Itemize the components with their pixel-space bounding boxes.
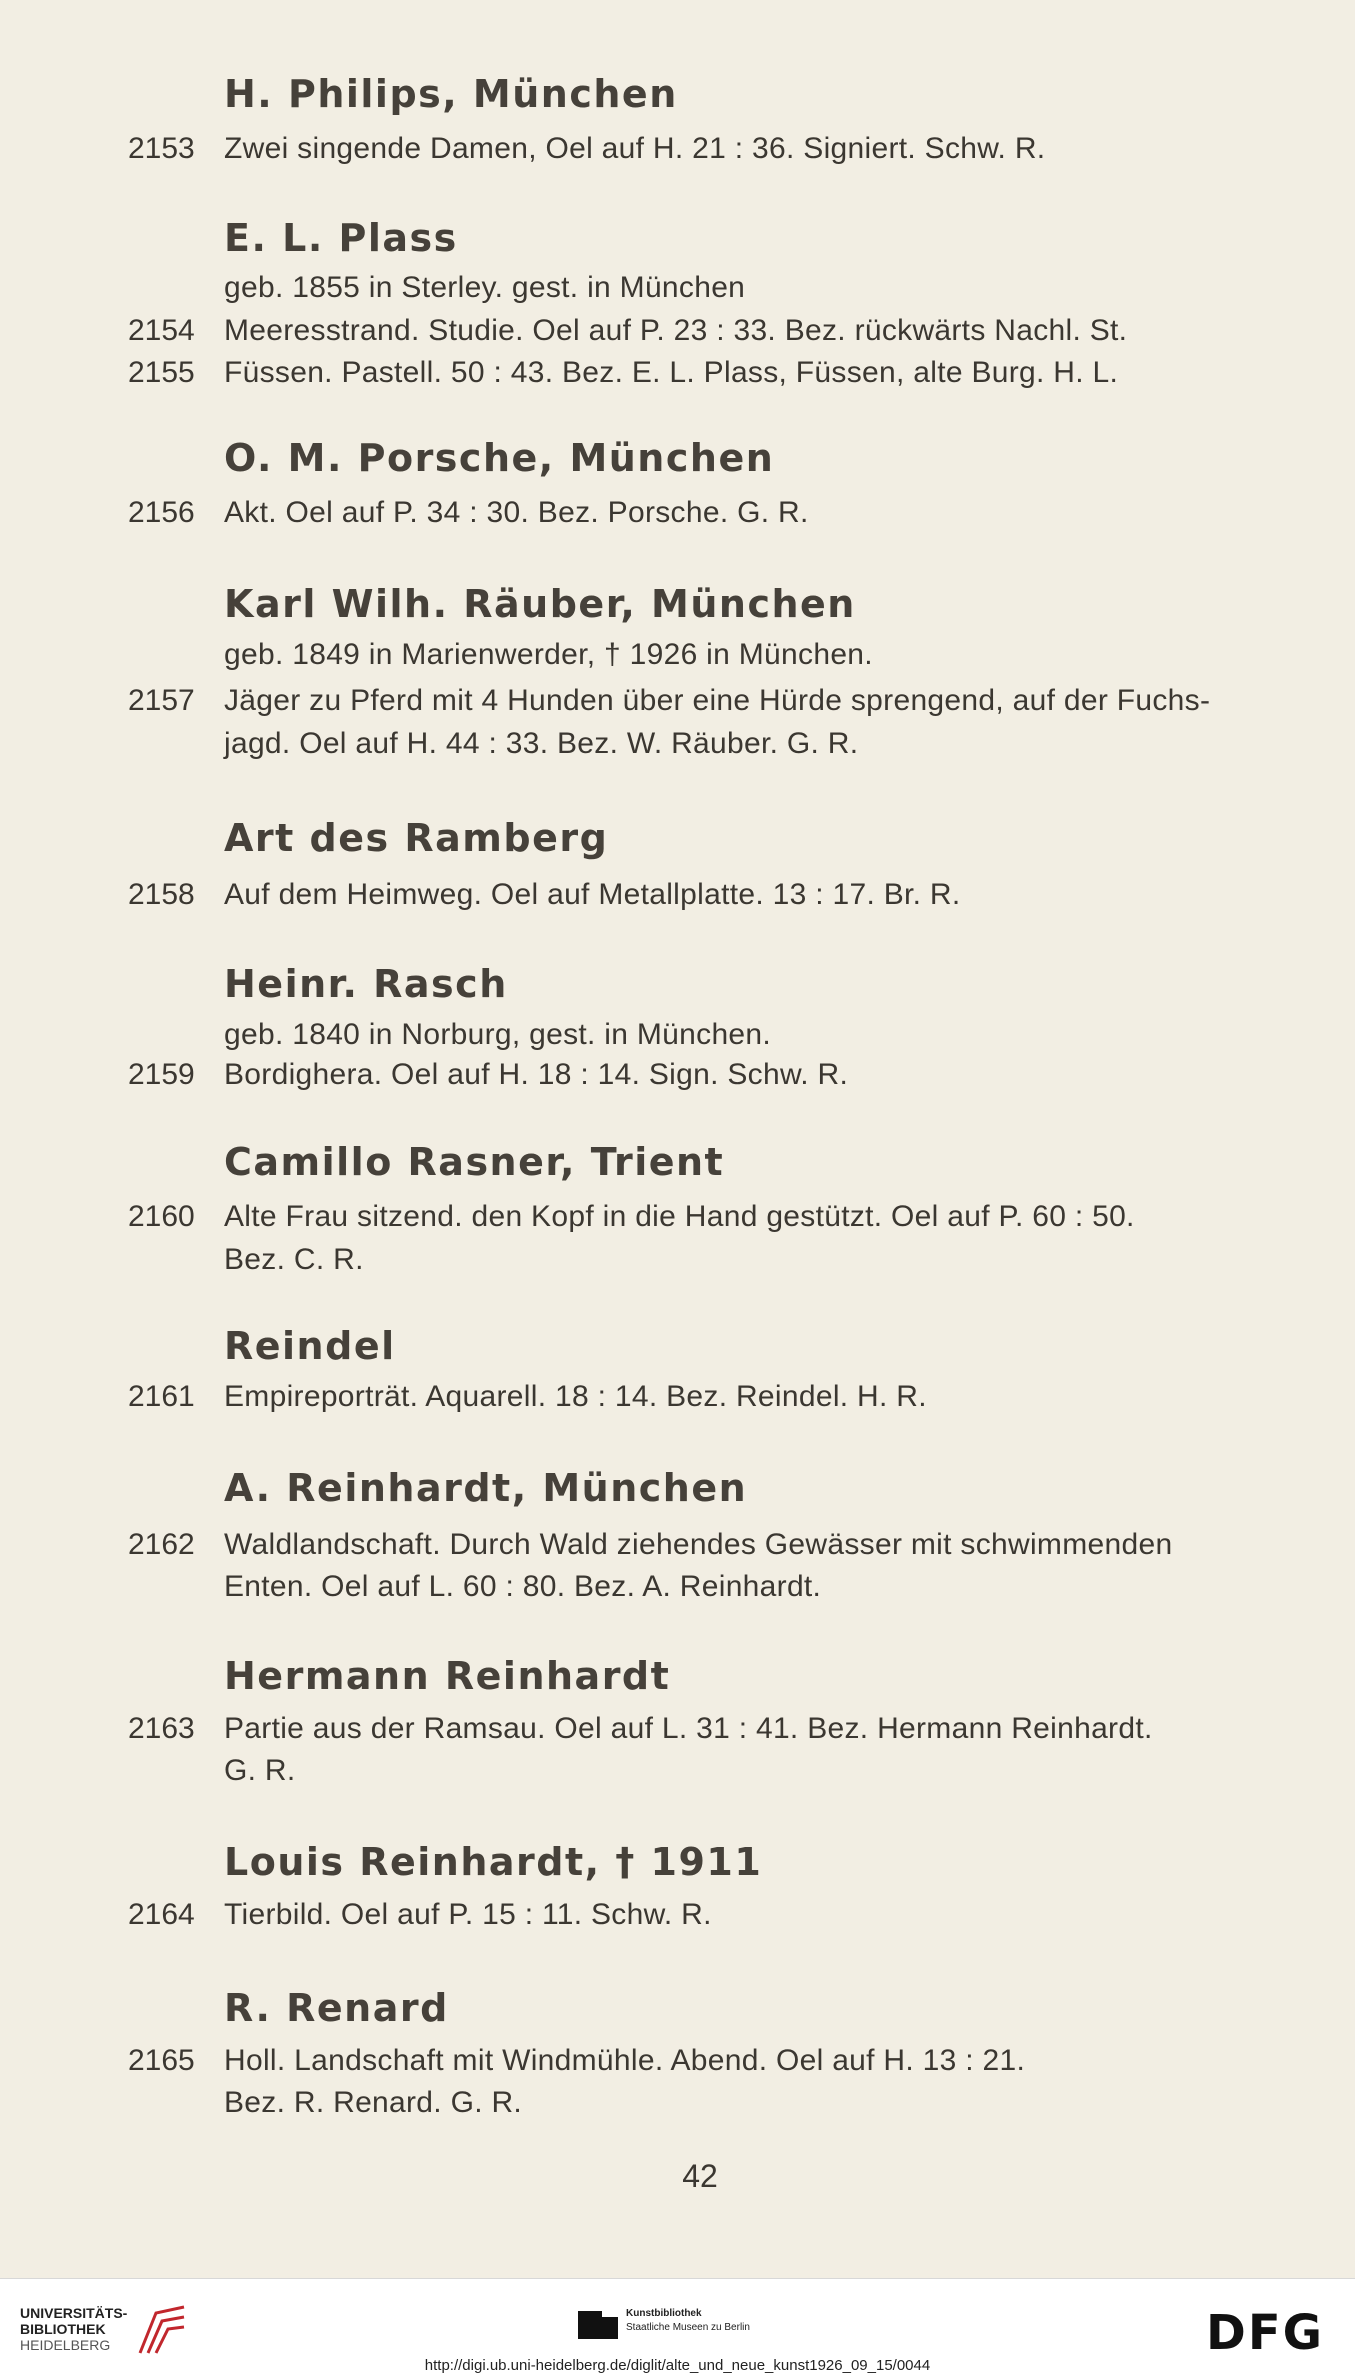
artist-heading: Louis Reinhardt, † 1911 [224, 1840, 763, 1884]
kb-line1: Kunstbibliothek [626, 2308, 702, 2319]
artist-heading: Karl Wilh. Räuber, München [224, 582, 856, 626]
artist-heading: Camillo Rasner, Trient [224, 1140, 725, 1184]
dfg-logo[interactable]: DFG [1206, 2305, 1325, 2361]
artist-heading: E. L. Plass [224, 216, 458, 260]
artist-bio: geb. 1849 in Marienwerder, † 1926 in München. [224, 638, 873, 671]
kb-line2: Staatliche Museen zu Berlin [626, 2322, 750, 2333]
lot-number: 2156 [128, 496, 195, 529]
lot-description-continued: Bez. R. Renard. G. R. [224, 2086, 523, 2119]
digitization-footer [0, 2278, 1355, 2377]
lot-number: 2162 [128, 1528, 195, 1561]
lot-number: 2164 [128, 1898, 195, 1931]
page-number: 42 [682, 2158, 718, 2194]
university-library-logo-text[interactable] [20, 2305, 127, 2353]
lot-description: Partie aus der Ramsau. Oel auf L. 31 : 41. Bez. Hermann Reinhardt. [224, 1712, 1153, 1745]
lot-description: Tierbild. Oel auf P. 15 : 11. Schw. R. [224, 1898, 712, 1931]
artist-bio: geb. 1840 in Norburg, gest. in München. [224, 1018, 772, 1051]
university-logo-icon[interactable] [134, 2303, 190, 2359]
artist-heading: O. M. Porsche, München [224, 436, 775, 480]
artist-heading: Art des Ramberg [224, 816, 609, 860]
lot-description: Zwei singende Damen, Oel auf H. 21 : 36. Signiert. Schw. R. [224, 132, 1046, 165]
lot-description-continued: Bez. C. R. [224, 1243, 364, 1276]
lot-description-continued: G. R. [224, 1754, 296, 1787]
artist-heading: H. Philips, München [224, 72, 678, 116]
lot-number: 2163 [128, 1712, 195, 1745]
artist-heading: R. Renard [224, 1986, 449, 2030]
lot-number: 2154 [128, 314, 195, 347]
lot-description: Holl. Landschaft mit Windmühle. Abend. Oel auf H. 13 : 21. [224, 2044, 1026, 2077]
artist-heading: Heinr. Rasch [224, 962, 508, 1006]
lot-description: Meeresstrand. Studie. Oel auf P. 23 : 33. Bez. rückwärts Nachl. St. [224, 314, 1128, 347]
lot-number: 2161 [128, 1380, 195, 1413]
uni-line3: HEIDELBERG [20, 2337, 111, 2353]
lot-description: Füssen. Pastell. 50 : 43. Bez. E. L. Plass, Füssen, alte Burg. H. L. [224, 356, 1119, 389]
uni-line2: BIBLIOTHEK [20, 2321, 106, 2337]
lot-description: Alte Frau sitzend. den Kopf in die Hand gestützt. Oel auf P. 60 : 50. [224, 1200, 1135, 1233]
lot-description: Bordighera. Oel auf H. 18 : 14. Sign. Schw. R. [224, 1058, 849, 1091]
lot-number: 2157 [128, 684, 195, 717]
artist-bio: geb. 1855 in Sterley. gest. in München [224, 271, 746, 304]
lot-description-continued: Enten. Oel auf L. 60 : 80. Bez. A. Reinhardt. [224, 1570, 822, 1603]
lot-number: 2155 [128, 356, 195, 389]
lot-number: 2159 [128, 1058, 195, 1091]
lot-number: 2160 [128, 1200, 195, 1233]
permalink-url[interactable]: http://digi.ub.uni-heidelberg.de/diglit/alte_und_neue_kunst1926_09_15/0044 [424, 2357, 931, 2374]
lot-number: 2158 [128, 878, 195, 911]
lot-number: 2165 [128, 2044, 195, 2077]
lot-number: 2153 [128, 132, 195, 165]
artist-heading: Reindel [224, 1324, 396, 1368]
lot-description: Auf dem Heimweg. Oel auf Metallplatte. 13 : 17. Br. R. [224, 878, 961, 911]
lot-description: Jäger zu Pferd mit 4 Hunden über eine Hürde sprengend, auf der Fuchs- [224, 684, 1211, 717]
lot-description-continued: jagd. Oel auf H. 44 : 33. Bez. W. Räuber. G. R. [224, 727, 859, 760]
artist-heading: A. Reinhardt, München [224, 1466, 748, 1510]
kunstbibliothek-logo-icon[interactable] [578, 2307, 618, 2343]
uni-line1: UNIVERSITÄTS- [20, 2305, 128, 2321]
lot-description: Waldlandschaft. Durch Wald ziehendes Gewässer mit schwimmenden [224, 1528, 1173, 1561]
lot-description: Akt. Oel auf P. 34 : 30. Bez. Porsche. G. R. [224, 496, 809, 529]
artist-heading: Hermann Reinhardt [224, 1654, 671, 1698]
lot-description: Empireporträt. Aquarell. 18 : 14. Bez. Reindel. H. R. [224, 1380, 927, 1413]
kunstbibliothek-label [626, 2307, 750, 2335]
